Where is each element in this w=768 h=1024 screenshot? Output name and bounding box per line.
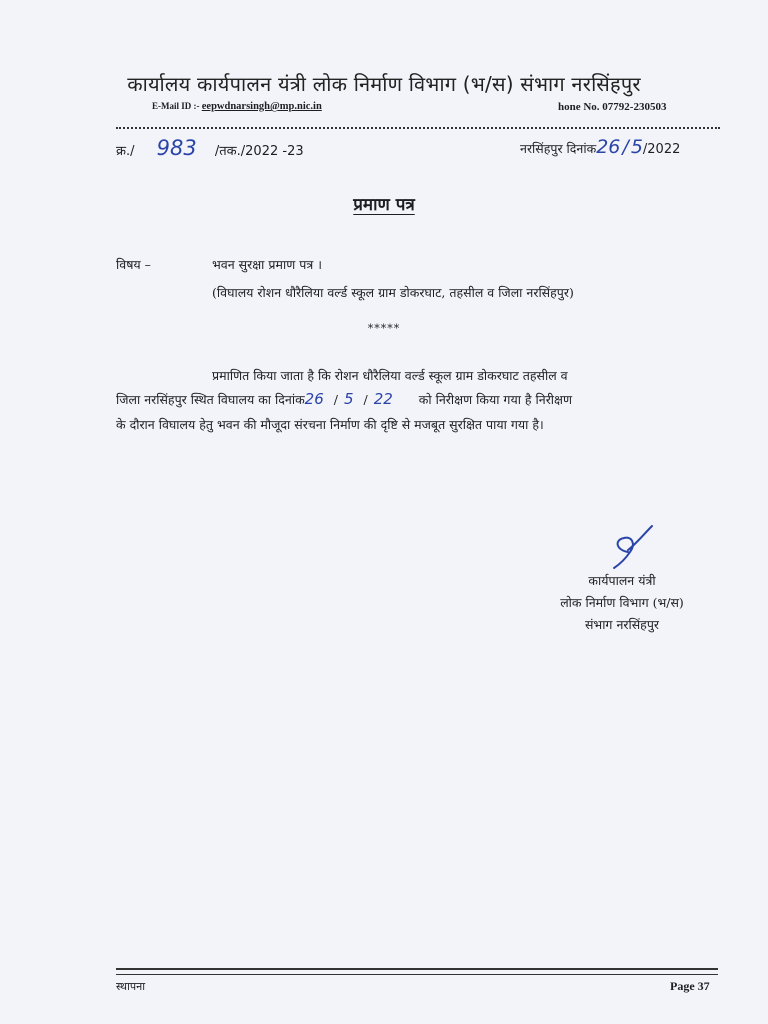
- body-line-2-start: जिला नरसिंहपुर स्थित विघालय का दिनांक: [116, 392, 305, 407]
- reference-number-row: [116, 136, 304, 160]
- reference-number-handwritten: 983: [156, 136, 197, 160]
- subject-line-2: (विघालय रोशन धौरैलिया वर्ल्ड स्कूल ग्राम डोकरघाट, तहसील व जिला नरसिंहपुर): [212, 285, 574, 300]
- subject-line-1: भवन सुरक्षा प्रमाण पत्र ।: [212, 257, 322, 272]
- inspection-day-handwritten: 26: [304, 390, 324, 408]
- inspection-month-handwritten: 5: [343, 390, 354, 408]
- inspection-date-separator-2: /: [363, 392, 368, 407]
- inspection-date-separator-1: /: [333, 392, 338, 407]
- place-date-row: [520, 136, 680, 158]
- date-separator: /: [622, 136, 629, 158]
- phone-number: hone No. 07792-230503: [558, 101, 667, 113]
- footer-section: स्थापना: [116, 980, 146, 993]
- date-year: /2022: [642, 142, 681, 157]
- date-month-handwritten: 5: [630, 136, 643, 158]
- section-separator: *****: [367, 322, 401, 335]
- email-label: E-Mail ID :-: [152, 101, 200, 111]
- reference-suffix: /तक./2022 -23: [214, 144, 304, 159]
- office-title: कार्यालय कार्यपालन यंत्री लोक निर्माण विभाग (भ/स) संभाग नरसिंहपुर: [127, 72, 641, 96]
- footer-rule: [116, 968, 718, 975]
- letterhead-divider: [116, 127, 720, 129]
- inspection-year-handwritten: 22: [373, 390, 393, 408]
- signatory-designation: कार्यपालन यंत्री: [588, 573, 656, 588]
- place-date-label: नरसिंहपुर दिनांक: [520, 141, 597, 156]
- body-line-2: [116, 390, 720, 408]
- subject-label: विषय –: [116, 257, 151, 272]
- document-heading: [0, 192, 768, 215]
- date-day-handwritten: 26: [596, 136, 621, 158]
- body-line-1: प्रमाणित किया जाता है कि रोशन धौरैलिया वर्ल्ड स्कूल ग्राम डोकरघाट तहसील व: [212, 368, 568, 383]
- email-row: [152, 101, 322, 112]
- email-value: eepwdnarsingh@mp.nic.in: [201, 101, 322, 112]
- signature-mark: [606, 522, 656, 570]
- body-line-2-end: को निरीक्षण किया गया है निरीक्षण: [418, 392, 573, 407]
- page-number: Page 37: [670, 979, 710, 993]
- reference-prefix: क्र./: [116, 144, 135, 159]
- signatory-division: संभाग नरसिंहपुर: [584, 617, 660, 632]
- signatory-department: लोक निर्माण विभाग (भ/स): [560, 595, 684, 610]
- body-line-3: के दौरान विघालय हेतु भवन की मौजूदा संरचना निर्माण की दृष्टि से मजबूत सुरक्षित पाया गया है।: [116, 417, 544, 432]
- heading-text: प्रमाण पत्र: [353, 195, 415, 215]
